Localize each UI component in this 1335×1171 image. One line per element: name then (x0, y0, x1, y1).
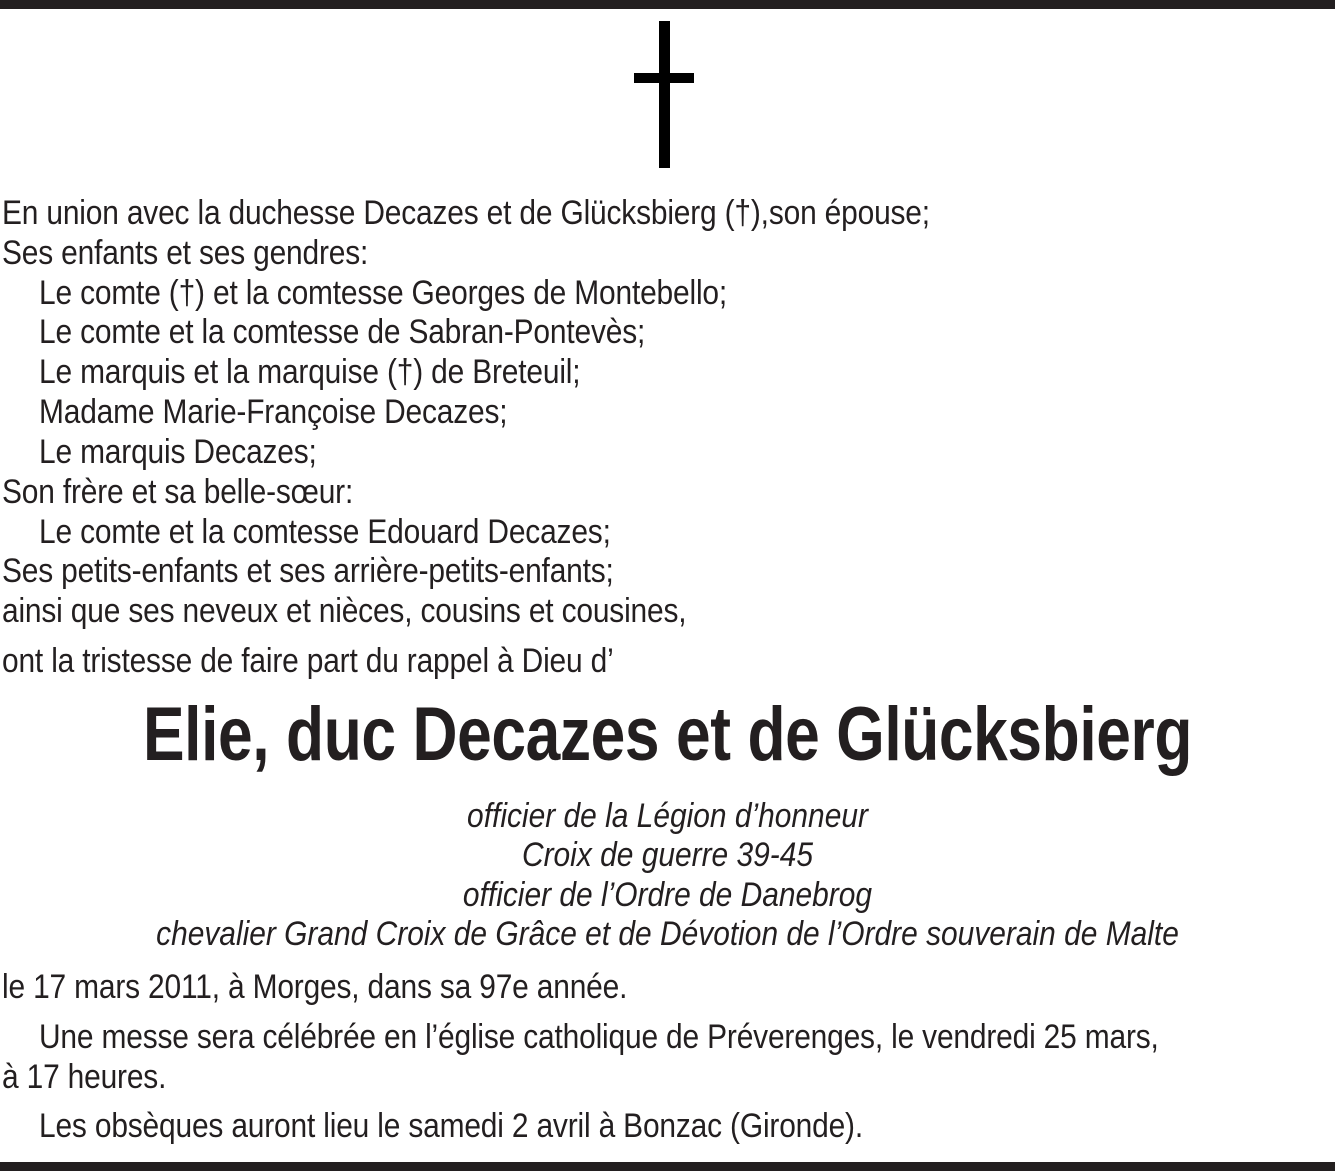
honor-malte: chevalier Grand Croix de Grâce et de Dévotion de l’Ordre souverain de Malte (156, 915, 1179, 953)
death-line: le 17 mars 2011, à Morges, dans sa 97e année. (2, 968, 628, 1006)
family-line-marquis: Le marquis Decazes; (39, 433, 317, 471)
family-line-spouse: En union avec la duchesse Decazes et de Glücksbierg (†),son épouse; (2, 194, 930, 232)
mass-time-line: à 17 heures. (2, 1058, 167, 1096)
family-line-sibling-heading: Son frère et sa belle-sœur: (2, 473, 354, 511)
family-line-marie-francoise: Madame Marie-Françoise Decazes; (39, 393, 508, 431)
family-line-breteuil: Le marquis et la marquise (†) de Breteuil; (39, 353, 581, 391)
family-line-sabran: Le comte et la comtesse de Sabran-Pontevès; (39, 313, 646, 351)
honor-legion: officier de la Légion d’honneur (467, 797, 868, 835)
family-line-grandchildren: Ses petits-enfants et ses arrière-petits-enfants; (2, 552, 614, 590)
announcement-line: ont la tristesse de faire part du rappel à Dieu d’ (2, 642, 614, 680)
family-line-edouard: Le comte et la comtesse Edouard Decazes; (39, 513, 611, 551)
family-line-relatives: ainsi que ses neveux et nièces, cousins et cousines, (2, 592, 687, 630)
honor-danebrog: officier de l’Ordre de Danebrog (462, 876, 873, 914)
family-line-children-heading: Ses enfants et ses gendres: (2, 234, 369, 272)
honor-croix-de-guerre: Croix de guerre 39-45 (521, 836, 814, 874)
bottom-rule (0, 1162, 1335, 1171)
top-rule (0, 0, 1335, 9)
cross-icon (634, 21, 694, 168)
mass-line: Une messe sera célébrée en l’église catholique de Préverenges, le vendredi 25 mars, (39, 1018, 1159, 1056)
deceased-name: Elie, duc Decazes et de Glücksbierg (143, 692, 1192, 777)
funeral-line: Les obsèques auront lieu le samedi 2 avril à Bonzac (Gironde). (39, 1107, 863, 1145)
family-line-montebello: Le comte (†) et la comtesse Georges de Montebello; (39, 274, 728, 312)
